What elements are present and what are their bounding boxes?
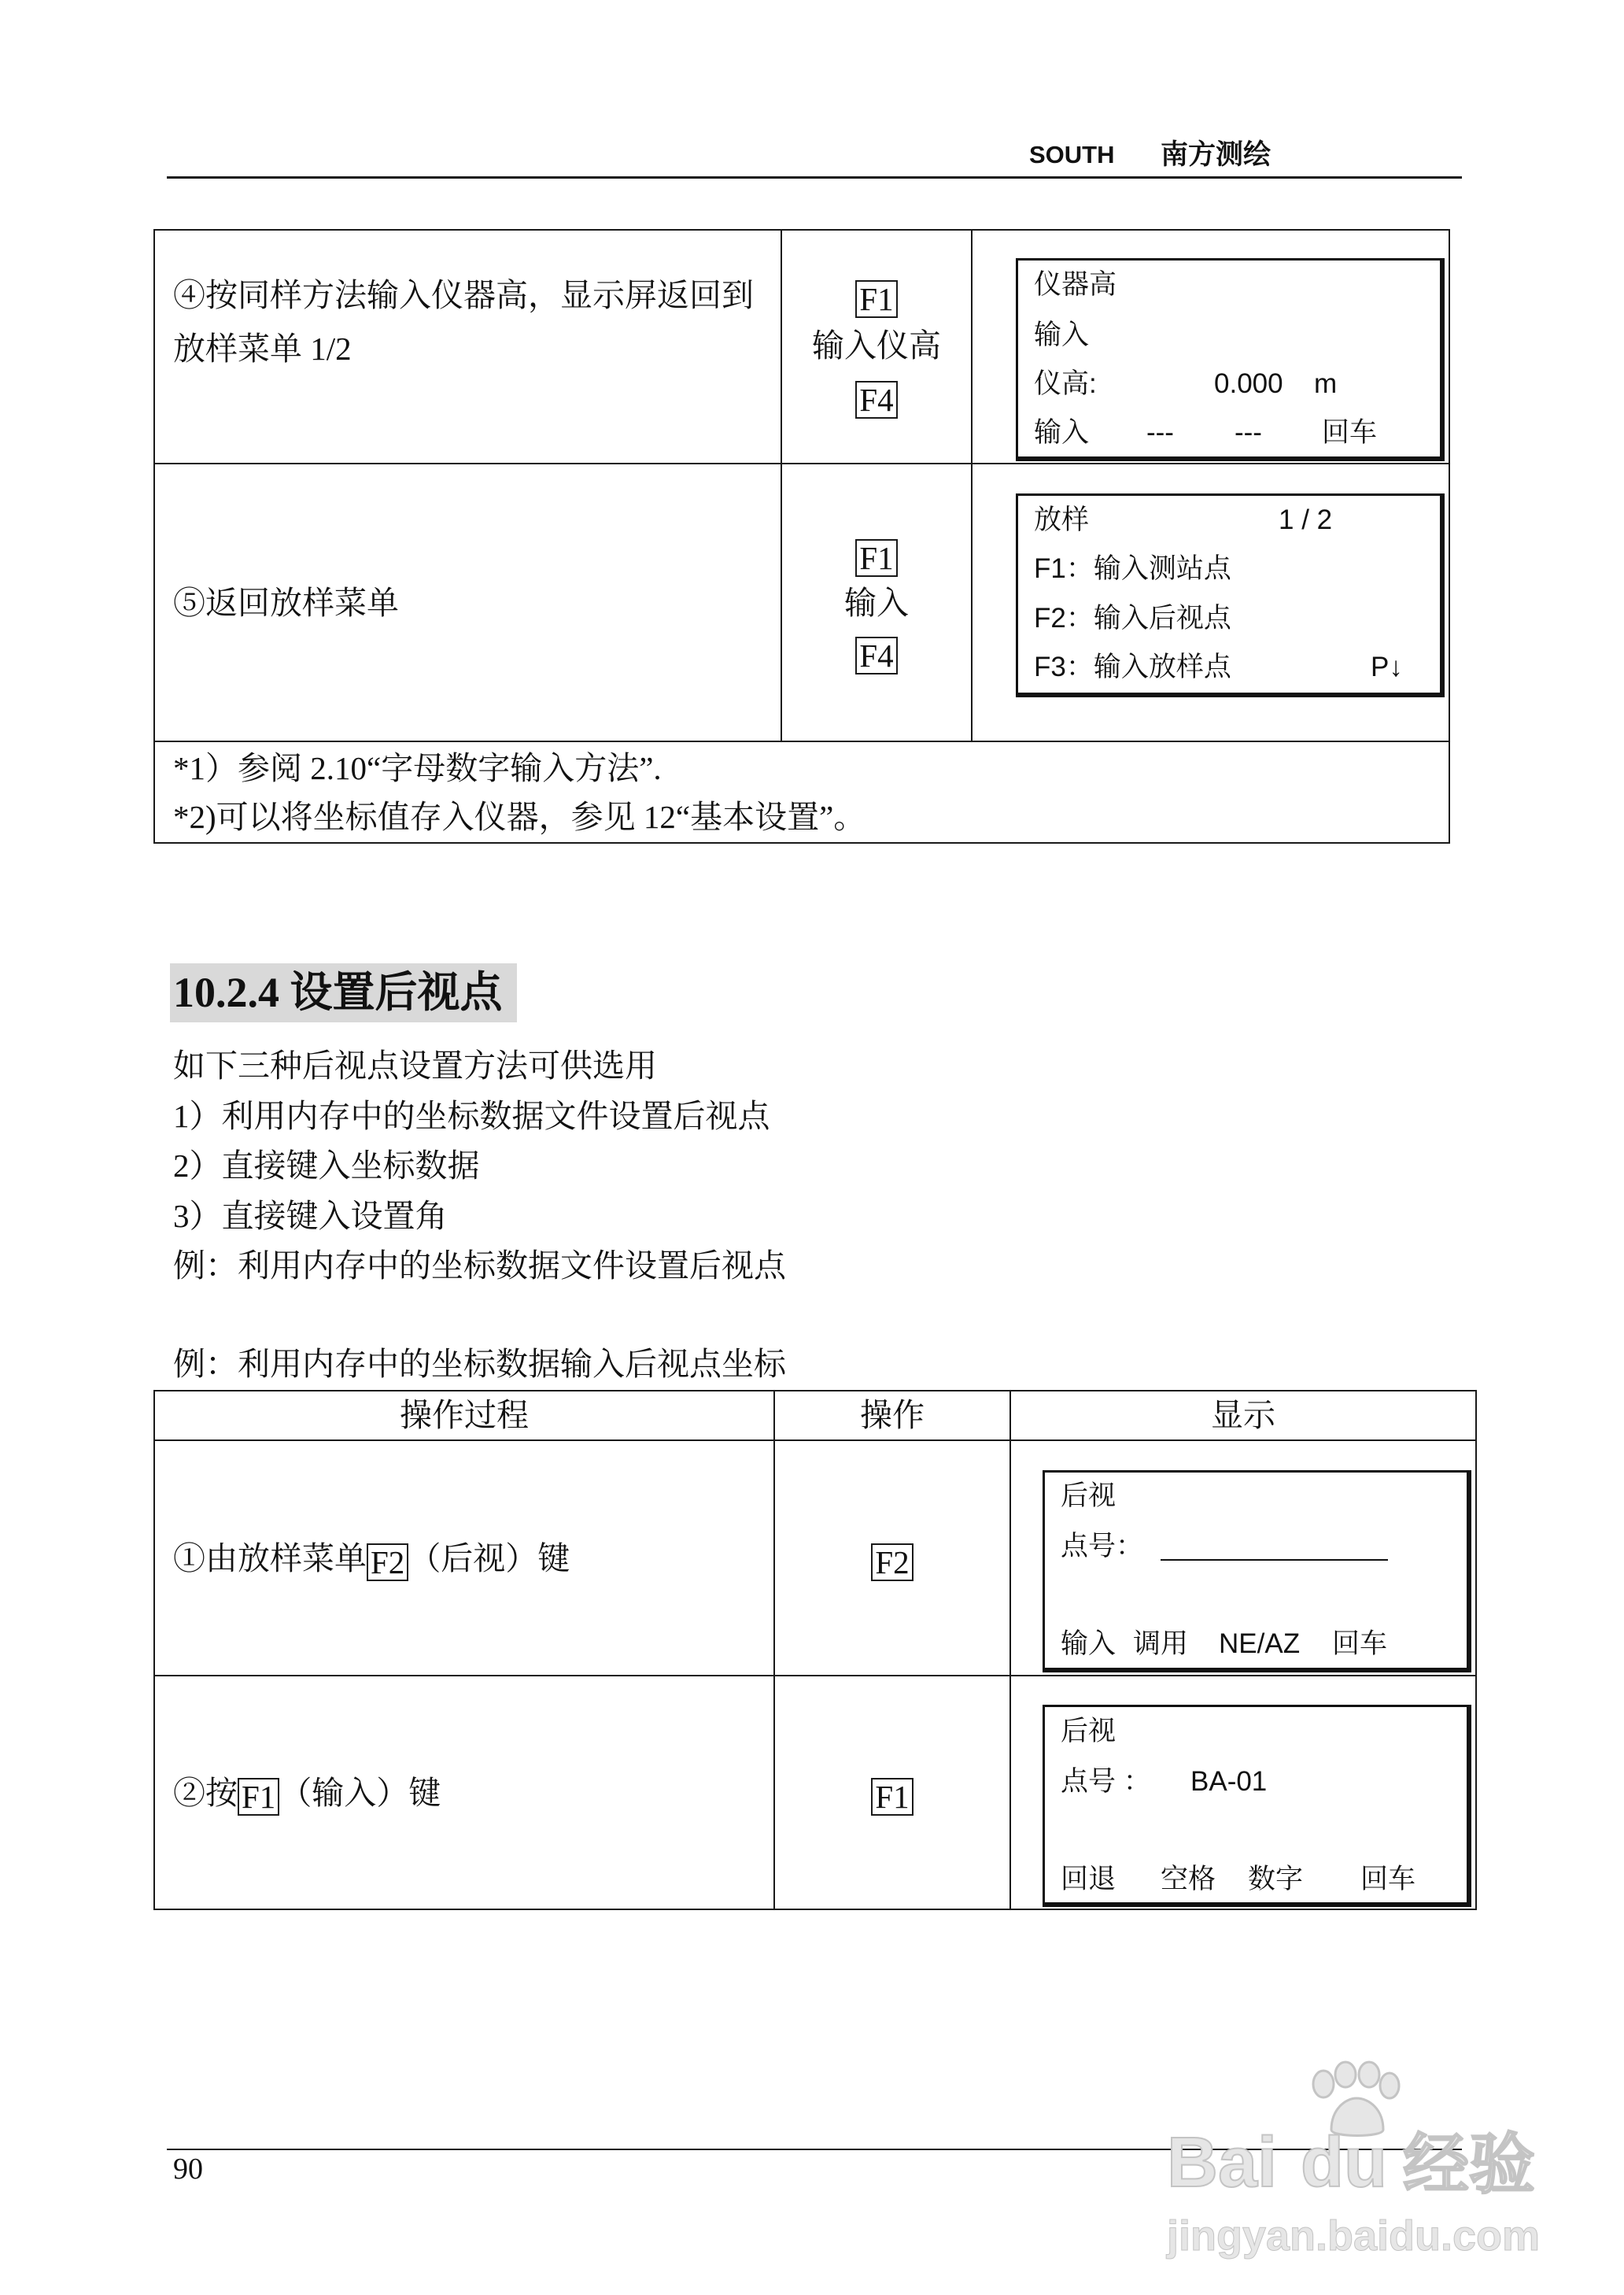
table2-row2-operation xyxy=(775,1768,1009,1818)
table1-row2-operation xyxy=(781,530,972,676)
point-number-input-line xyxy=(1161,1559,1388,1561)
watermark-brand-b: du xyxy=(1301,2123,1387,2202)
softkey-f1: 回退 xyxy=(1061,1864,1116,1894)
key-f1: F1 xyxy=(871,1778,913,1816)
operation-label: 输入 xyxy=(844,585,909,621)
list-item: 3）直接键入设置角 xyxy=(173,1197,448,1234)
paragraph: 如下三种后视点设置方法可供选用 xyxy=(173,1048,657,1084)
paragraph: 例：利用内存中的坐标数据文件设置后视点 xyxy=(173,1247,786,1284)
key-f4: F4 xyxy=(855,637,897,674)
column-header-operation: 操作 xyxy=(860,1397,925,1433)
table1-row-divider-1 xyxy=(153,463,1450,464)
page-number: 90 xyxy=(173,2153,203,2186)
key-f1: F1 xyxy=(855,280,897,318)
footnote-1: *1）参阅 2.10“字母数字输入方法”. xyxy=(173,750,662,786)
process-line: 放样菜单 1/2 xyxy=(173,331,352,367)
height-value: 0.000 xyxy=(1214,368,1283,399)
header-brand-cn: 南方测绘 xyxy=(1161,139,1272,170)
point-number-label: 点号： xyxy=(1061,1531,1144,1561)
softkey-f4: 回车 xyxy=(1332,1628,1388,1659)
header-brand-en: SOUTH xyxy=(1029,141,1115,168)
backsight-screen-empty xyxy=(1043,1470,1471,1672)
column-header-display: 显示 xyxy=(1211,1397,1275,1433)
table1-row-divider-2 xyxy=(153,741,1450,742)
process-text: （后视）键 xyxy=(408,1540,570,1576)
screen-title: 后视 xyxy=(1061,1480,1116,1511)
screen-mode: 输入 xyxy=(1034,320,1090,350)
height-unit: m xyxy=(1314,368,1338,399)
table2-row1-operation xyxy=(775,1533,1009,1584)
softkey-f2: --- xyxy=(1146,417,1174,448)
key-f2: F2 xyxy=(871,1543,913,1581)
softkey-f4: 回车 xyxy=(1322,417,1378,448)
watermark-brand-a: Bai xyxy=(1167,2123,1278,2202)
example-caption: 例：利用内存中的坐标数据输入后视点坐标 xyxy=(173,1346,786,1382)
list-item: 2）直接键入坐标数据 xyxy=(173,1148,480,1184)
table2-row-divider xyxy=(153,1675,1477,1676)
footnote-2: *2)可以将坐标值存入仪器，参见 12“基本设置”。 xyxy=(173,799,866,835)
point-number-label: 点号 ： xyxy=(1061,1766,1151,1797)
section-body xyxy=(173,1041,786,1292)
process-text: （输入）键 xyxy=(279,1775,441,1811)
process-line: ⑤返回放样菜单 xyxy=(173,585,399,621)
process-text: ①由放样菜单 xyxy=(173,1540,367,1576)
softkey-f3: 数字 xyxy=(1248,1864,1304,1894)
table1-notes xyxy=(173,744,866,841)
softkey-f1: 输入 xyxy=(1034,417,1090,448)
screen-page-indicator: 1 / 2 xyxy=(1279,504,1333,535)
watermark-url: jingyan.baidu.com xyxy=(1167,2212,1541,2260)
softkey-f4: 回车 xyxy=(1360,1864,1416,1894)
table1-row1-operation xyxy=(781,270,972,421)
height-label: 仪高: xyxy=(1034,368,1097,399)
table2-col-divider-2 xyxy=(1009,1390,1011,1910)
softkey-f1: 输入 xyxy=(1061,1628,1116,1659)
table2-row2-process xyxy=(173,1766,441,1820)
table1-row1-process xyxy=(173,268,754,375)
table2-col-divider-1 xyxy=(773,1390,775,1910)
key-f1: F1 xyxy=(238,1778,279,1816)
softkey-f3: --- xyxy=(1235,417,1262,448)
column-header-process: 操作过程 xyxy=(400,1397,529,1433)
watermark-brand-cn: 经验 xyxy=(1403,2127,1536,2201)
header-rule xyxy=(167,176,1462,179)
table2-row1-process xyxy=(173,1532,570,1585)
section-heading: 10.2.4 设置后视点 xyxy=(173,969,503,1016)
table2-header-divider xyxy=(153,1439,1477,1441)
backsight-screen-entry xyxy=(1043,1705,1471,1907)
screen-title: 仪器高 xyxy=(1034,269,1117,300)
stakeout-menu-screen xyxy=(1016,493,1445,697)
point-number-value: BA-01 xyxy=(1190,1766,1268,1797)
softkey-f2: 空格 xyxy=(1161,1864,1216,1894)
list-item: 1）利用内存中的坐标数据文件设置后视点 xyxy=(173,1097,770,1134)
menu-item-station: F1：输入测站点 xyxy=(1034,553,1231,584)
process-line: ④按同样方法输入仪器高，显示屏返回到 xyxy=(173,277,754,313)
key-f2: F2 xyxy=(367,1543,408,1581)
softkey-f3: NE/AZ xyxy=(1219,1628,1301,1659)
screen-title: 放样 xyxy=(1034,504,1090,535)
screen-title: 后视 xyxy=(1061,1716,1116,1746)
table1-row2-process xyxy=(173,576,399,630)
key-f4: F4 xyxy=(855,381,897,419)
menu-item-stakeout-point: F3：输入放样点 xyxy=(1034,652,1231,682)
process-text: ②按 xyxy=(173,1775,238,1811)
key-f1: F1 xyxy=(855,539,897,577)
instrument-height-screen xyxy=(1016,258,1445,461)
softkey-f2: 调用 xyxy=(1133,1628,1189,1659)
next-page-indicator: P↓ xyxy=(1371,652,1403,682)
operation-label: 输入仪高 xyxy=(812,327,941,364)
menu-item-backsight: F2：输入后视点 xyxy=(1034,603,1231,634)
